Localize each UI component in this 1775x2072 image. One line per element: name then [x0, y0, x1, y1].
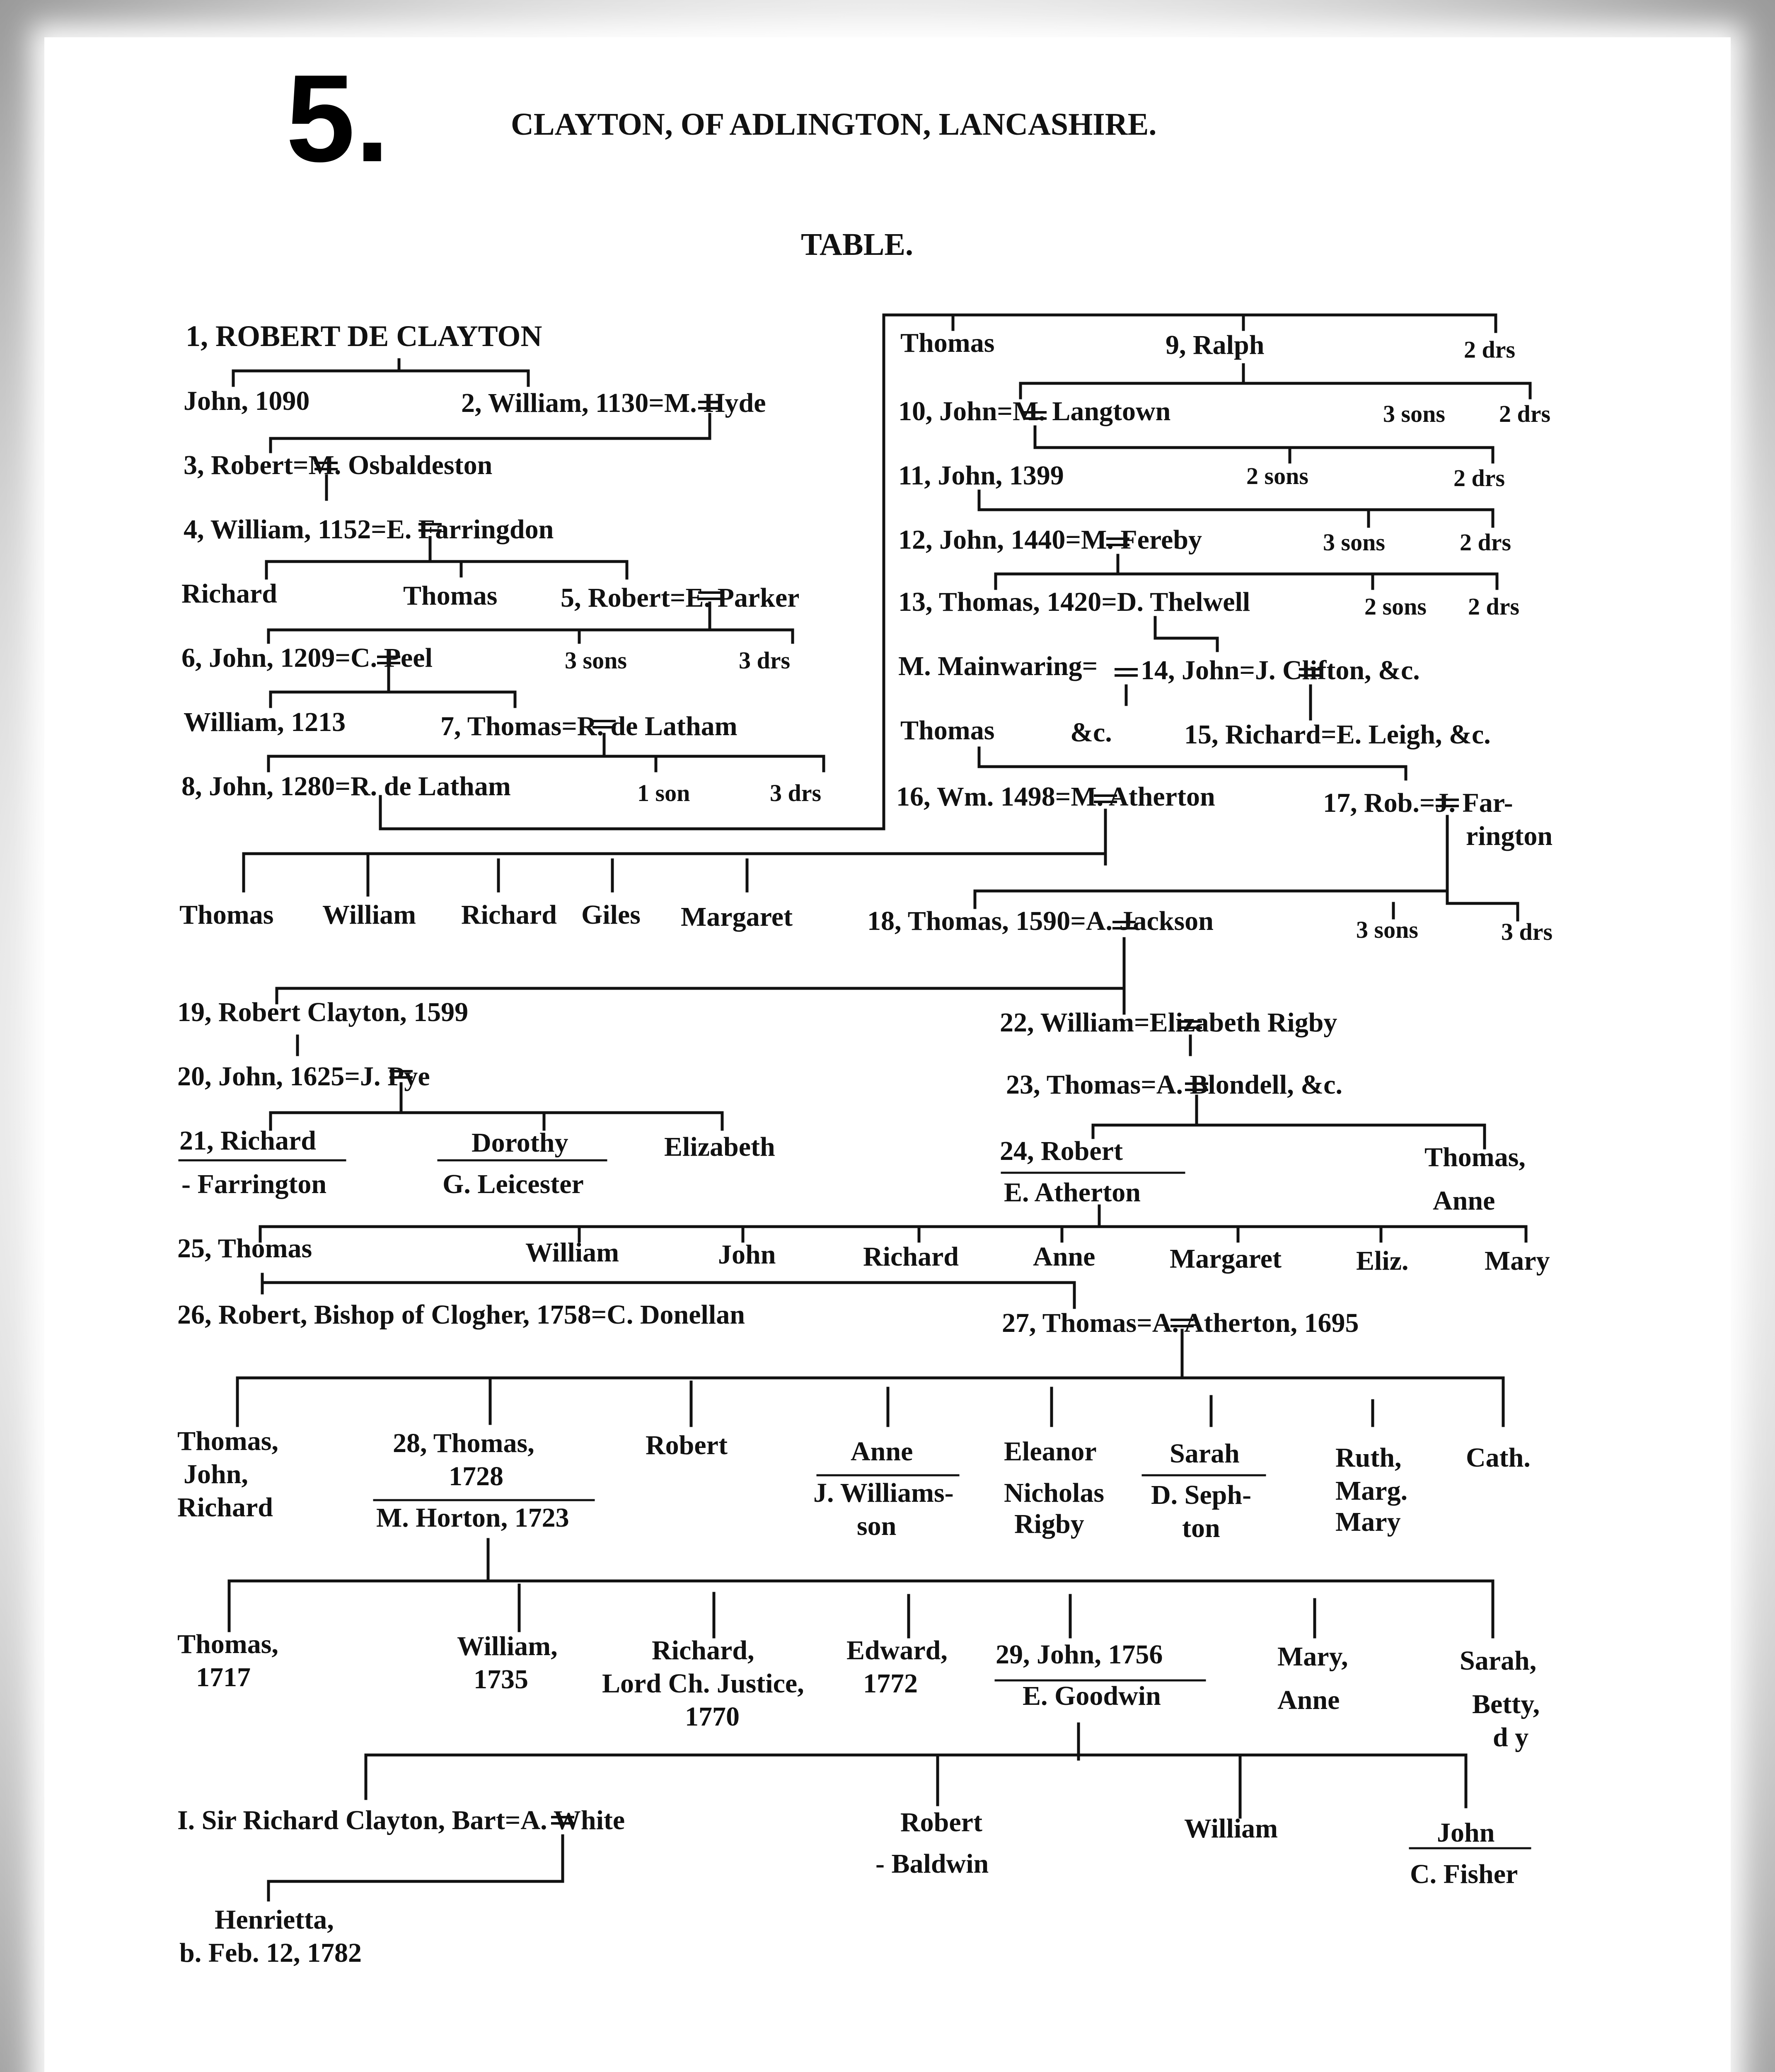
entry-6-sons: 3 sons	[565, 647, 627, 674]
entry-cath: Cath.	[1466, 1443, 1531, 1473]
entry-eliz-f: Eliz.	[1356, 1246, 1409, 1276]
entry-sarah-spouse: D. Seph-	[1151, 1480, 1252, 1510]
entry-12-sons: 3 sons	[1323, 529, 1385, 556]
entry-john-1090: John, 1090	[184, 386, 310, 416]
entry-9-daughters: 2 drs	[1464, 336, 1516, 363]
entry-thomas-b: Thomas	[900, 328, 995, 358]
entry-8: 8, John, 1280=R. de Latham	[181, 771, 511, 801]
entry-richard-f: Richard	[863, 1242, 959, 1272]
entry-william-1735-year: 1735	[474, 1664, 528, 1694]
entry-17: 17, Rob.=J. Far-	[1323, 788, 1513, 818]
entry-29-spouse: E. Goodwin	[1023, 1681, 1161, 1711]
entry-anne-f: Anne	[1033, 1242, 1095, 1272]
entry-sarah-betty: Sarah,	[1460, 1646, 1537, 1676]
entry-thomas-d: Thomas	[179, 900, 274, 930]
entry-18-sons: 3 sons	[1356, 916, 1418, 943]
entry-john-i-spouse: C. Fisher	[1410, 1859, 1518, 1889]
entry-18: 18, Thomas, 1590=A. Jackson	[867, 906, 1214, 936]
entry-tjr-3: Richard	[177, 1492, 273, 1523]
entry-28: 28, Thomas,	[393, 1428, 534, 1458]
entry-thomas-1717-year: 1717	[196, 1662, 251, 1692]
entry-14: 14, John=J. Clifton, &c.	[1141, 655, 1420, 685]
entry-anne-spouse: J. Williams-	[813, 1478, 954, 1508]
entry-ruth: Ruth,	[1335, 1443, 1402, 1473]
entry-richard: Richard	[181, 579, 277, 609]
entry-thomas-anne-2: Anne	[1433, 1186, 1495, 1216]
entry-11-daughters: 2 drs	[1453, 465, 1505, 491]
entry-richard-lcj-year: 1770	[685, 1702, 740, 1732]
entry-9: 9, Ralph	[1166, 330, 1265, 360]
entry-william-f: William	[525, 1237, 619, 1268]
entry-giles-d: Giles	[581, 900, 641, 930]
plate-number: 5.	[286, 48, 390, 188]
entry-mary-anne-2: Anne	[1277, 1685, 1340, 1715]
entry-margaret-f: Margaret	[1170, 1244, 1282, 1274]
entry-margaret-d: Margaret	[681, 902, 793, 932]
entry-11: 11, John, 1399	[898, 460, 1064, 491]
entry-19: 19, Robert Clayton, 1599	[177, 997, 469, 1027]
entry-10: 10, John=M. Langtown	[898, 396, 1171, 426]
entry-sarah-betty-2: Betty,	[1472, 1689, 1540, 1719]
entry-10-daughters: 2 drs	[1499, 400, 1551, 427]
entry-6: 6, John, 1209=C. Peel	[181, 643, 433, 673]
entry-12: 12, John, 1440=M. Fereby	[898, 525, 1202, 555]
entry-thomas-c: Thomas	[900, 715, 995, 746]
entry-mary-f: Mary	[1485, 1246, 1550, 1276]
entry-2: 2, William, 1130=M. Hyde	[461, 388, 766, 418]
entry-dorothy-spouse: G. Leicester	[443, 1169, 584, 1199]
entry-anne-g: Anne	[851, 1436, 913, 1467]
entry-21-spouse: - Farrington	[181, 1169, 327, 1199]
entry-john-i: John	[1437, 1818, 1495, 1848]
entry-anne-spouse-2: son	[857, 1511, 897, 1541]
entry-etc: &c.	[1070, 717, 1112, 748]
entry-25: 25, Thomas	[177, 1233, 312, 1264]
entry-28-year: 1728	[449, 1461, 503, 1491]
entry-8-son: 1 son	[637, 779, 690, 806]
entry-thomas-anne: Thomas,	[1424, 1142, 1526, 1172]
entry-15: 15, Richard=E. Leigh, &c.	[1184, 719, 1491, 750]
entry-6-daughters: 3 drs	[739, 647, 791, 674]
entry-24-spouse: E. Atherton	[1004, 1177, 1141, 1208]
entry-sarah-betty-3: d y	[1493, 1722, 1529, 1752]
entry-sarah: Sarah	[1170, 1438, 1240, 1469]
entry-16: 16, Wm. 1498=M. Atherton	[896, 782, 1215, 812]
entry-11-sons: 2 sons	[1246, 462, 1308, 489]
entry-28-spouse: M. Horton, 1723	[376, 1503, 569, 1533]
entry-27: 27, Thomas=A. Atherton, 1695	[1002, 1308, 1359, 1338]
entry-12-daughters: 2 drs	[1460, 529, 1511, 556]
entry-elizabeth: Elizabeth	[664, 1132, 775, 1162]
entry-tjr-2: John,	[184, 1459, 248, 1489]
entry-mary-anne: Mary,	[1277, 1641, 1348, 1672]
entry-21: 21, Richard	[179, 1126, 316, 1156]
entry-edward-year: 1772	[863, 1668, 918, 1699]
entry-26: 26, Robert, Bishop of Clogher, 1758=C. Donellan	[177, 1300, 745, 1330]
entry-thomas: Thomas	[403, 581, 498, 611]
entry-robert-i: Robert	[900, 1807, 982, 1837]
entry-8-daughters: 3 drs	[770, 779, 822, 806]
entry-7: 7, Thomas=R. de Latham	[440, 711, 738, 741]
entry-william-1735: William,	[457, 1631, 558, 1661]
entry-17-cont: rington	[1466, 821, 1553, 851]
entry-22: 22, William=Elizabeth Rigby	[1000, 1007, 1337, 1038]
entry-sir-richard: I. Sir Richard Clayton, Bart=A. White	[177, 1805, 625, 1835]
entry-robert-g: Robert	[646, 1430, 728, 1460]
entry-18-daughters: 3 drs	[1501, 918, 1553, 945]
entry-henrietta: Henrietta,	[215, 1905, 334, 1935]
entry-william-d: William	[322, 900, 416, 930]
entry-robert-i-spouse: - Baldwin	[875, 1849, 989, 1879]
entry-richard-lcj-2: Lord Ch. Justice,	[602, 1668, 804, 1699]
table-heading: TABLE.	[801, 227, 914, 262]
entry-tjr: Thomas,	[177, 1426, 278, 1456]
entry-eleanor-spouse: Nicholas	[1004, 1478, 1105, 1508]
entry-william-1213: William, 1213	[184, 707, 346, 737]
entry-1: 1, ROBERT DE CLAYTON	[186, 320, 542, 353]
entry-13-daughters: 2 drs	[1468, 593, 1520, 620]
entry-ruth-3: Mary	[1335, 1507, 1401, 1537]
entry-20: 20, John, 1625=J. Pye	[177, 1061, 430, 1092]
entry-john-f: John	[718, 1239, 776, 1270]
entry-dorothy: Dorothy	[472, 1128, 568, 1158]
entry-william-i: William	[1184, 1813, 1278, 1844]
entry-4: 4, William, 1152=E. Farringdon	[184, 514, 554, 545]
entry-13: 13, Thomas, 1420=D. Thelwell	[898, 587, 1250, 617]
entry-10-sons: 3 sons	[1383, 400, 1445, 427]
entry-mainwaring: M. Mainwaring=	[898, 651, 1098, 681]
entry-eleanor: Eleanor	[1004, 1436, 1097, 1467]
entry-henrietta-birth: b. Feb. 12, 1782	[179, 1938, 362, 1968]
entry-23: 23, Thomas=A. Blondell, &c.	[1006, 1070, 1342, 1100]
entry-richard-d: Richard	[461, 900, 557, 930]
entry-edward: Edward,	[846, 1635, 948, 1665]
entry-eleanor-spouse-2: Rigby	[1014, 1509, 1084, 1539]
entry-thomas-1717: Thomas,	[177, 1629, 278, 1659]
entry-13-sons: 2 sons	[1364, 593, 1427, 620]
entry-3: 3, Robert=M. Osbaldeston	[184, 450, 493, 480]
entry-sarah-spouse-2: ton	[1182, 1513, 1220, 1543]
entry-ruth-2: Marg.	[1335, 1476, 1408, 1506]
entry-29: 29, John, 1756	[996, 1639, 1163, 1670]
entry-5: 5, Robert=E. Parker	[561, 583, 800, 613]
entry-richard-lcj: Richard,	[652, 1635, 754, 1665]
entry-24: 24, Robert	[1000, 1136, 1123, 1166]
page-title: CLAYTON, OF ADLINGTON, LANCASHIRE.	[511, 107, 1157, 142]
